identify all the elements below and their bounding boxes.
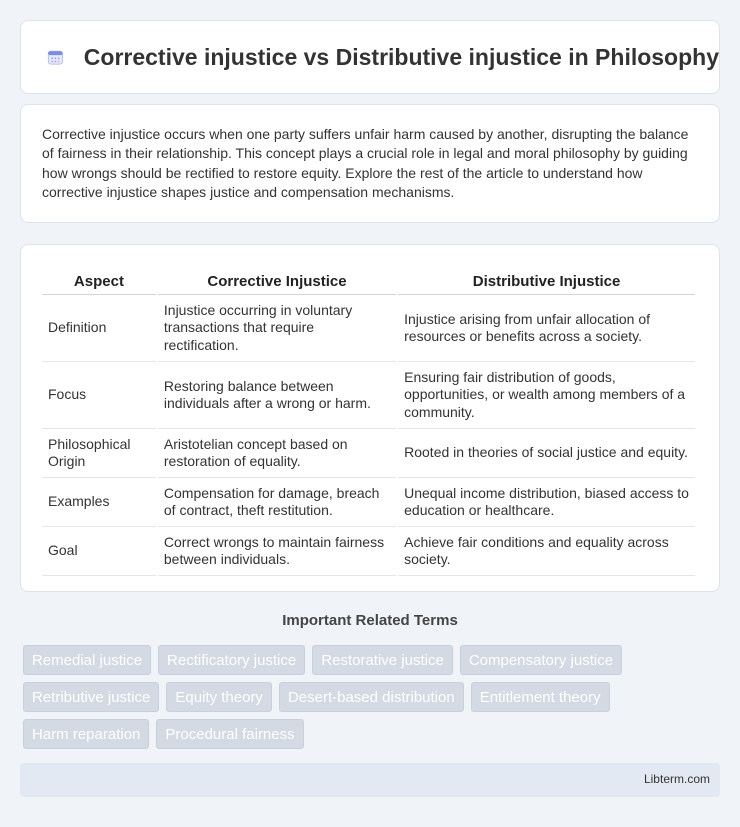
cell-corrective: Correct wrongs to maintain fairness between individuals.	[158, 527, 396, 576]
table-row	[42, 429, 695, 478]
table-row	[42, 527, 695, 576]
cell-distributive: Unequal income distribution, biased access to education or healthcare.	[398, 478, 695, 527]
related-terms-title: Important Related Terms	[282, 612, 458, 629]
table-row	[42, 478, 695, 527]
comparison-card	[20, 244, 720, 592]
tag-retributive-justice[interactable]: Retributive justice	[23, 682, 159, 712]
header-distributive: Distributive Injustice	[398, 263, 695, 295]
cell-distributive: Rooted in theories of social justice and equity.	[398, 429, 695, 478]
tag-procedural-fairness[interactable]: Procedural fairness	[156, 719, 303, 749]
cell-corrective: Restoring balance between individuals after a wrong or harm.	[158, 362, 396, 429]
header-aspect: Aspect	[42, 263, 156, 295]
footer-site-link[interactable]: Libterm.com	[643, 772, 710, 786]
header-card	[20, 20, 720, 94]
cell-aspect: Definition	[42, 295, 156, 362]
tag-row	[23, 682, 723, 712]
cell-aspect: Philosophical Origin	[42, 429, 156, 478]
cell-corrective: Compensation for damage, breach of contract, theft restitution.	[158, 478, 396, 527]
cell-corrective: Aristotelian concept based on restoration of equality.	[158, 429, 396, 478]
cell-aspect: Examples	[42, 478, 156, 527]
tag-harm-reparation[interactable]: Harm reparation	[23, 719, 149, 749]
tag-entitlement-theory[interactable]: Entitlement theory	[471, 682, 610, 712]
cell-distributive: Injustice arising from unfair allocation of resources or benefits across a society.	[398, 295, 695, 362]
cell-distributive: Ensuring fair distribution of goods, opportunities, or wealth among members of a community.	[398, 362, 695, 429]
tag-compensatory-justice[interactable]: Compensatory justice	[460, 645, 622, 675]
tag-row	[23, 645, 723, 675]
tag-restorative-justice[interactable]: Restorative justice	[312, 645, 453, 675]
cell-distributive: Achieve fair conditions and equality across society.	[398, 527, 695, 576]
footer	[20, 763, 720, 797]
comparison-table	[40, 263, 697, 576]
cell-aspect: Focus	[42, 362, 156, 429]
cell-aspect: Goal	[42, 527, 156, 576]
cell-corrective: Injustice occurring in voluntary transactions that require rectification.	[158, 295, 396, 362]
related-terms-list	[23, 645, 723, 756]
intro-card	[20, 104, 720, 223]
page-title: Corrective injustice vs Distributive injustice in Philosophy	[83, 43, 719, 70]
calendar-icon	[47, 44, 64, 70]
tag-equity-theory[interactable]: Equity theory	[166, 682, 272, 712]
header-corrective: Corrective Injustice	[158, 263, 396, 295]
tag-rectificatory-justice[interactable]: Rectificatory justice	[158, 645, 305, 675]
intro-text: Corrective injustice occurs when one party suffers unfair harm caused by another, disrupting the balance of fairness in their relationship. This concept plays a crucial role in legal and moral philosophy by guiding how wrongs should be rectified to restore equity. Explore the rest of the article to understand how corrective injustice shapes justice and compensation mechanisms.	[42, 126, 689, 201]
tag-remedial-justice[interactable]: Remedial justice	[23, 645, 151, 675]
tag-desert-based-distribution[interactable]: Desert-based distribution	[279, 682, 464, 712]
table-row	[42, 295, 695, 362]
table-row	[42, 362, 695, 429]
tag-row	[23, 719, 723, 749]
